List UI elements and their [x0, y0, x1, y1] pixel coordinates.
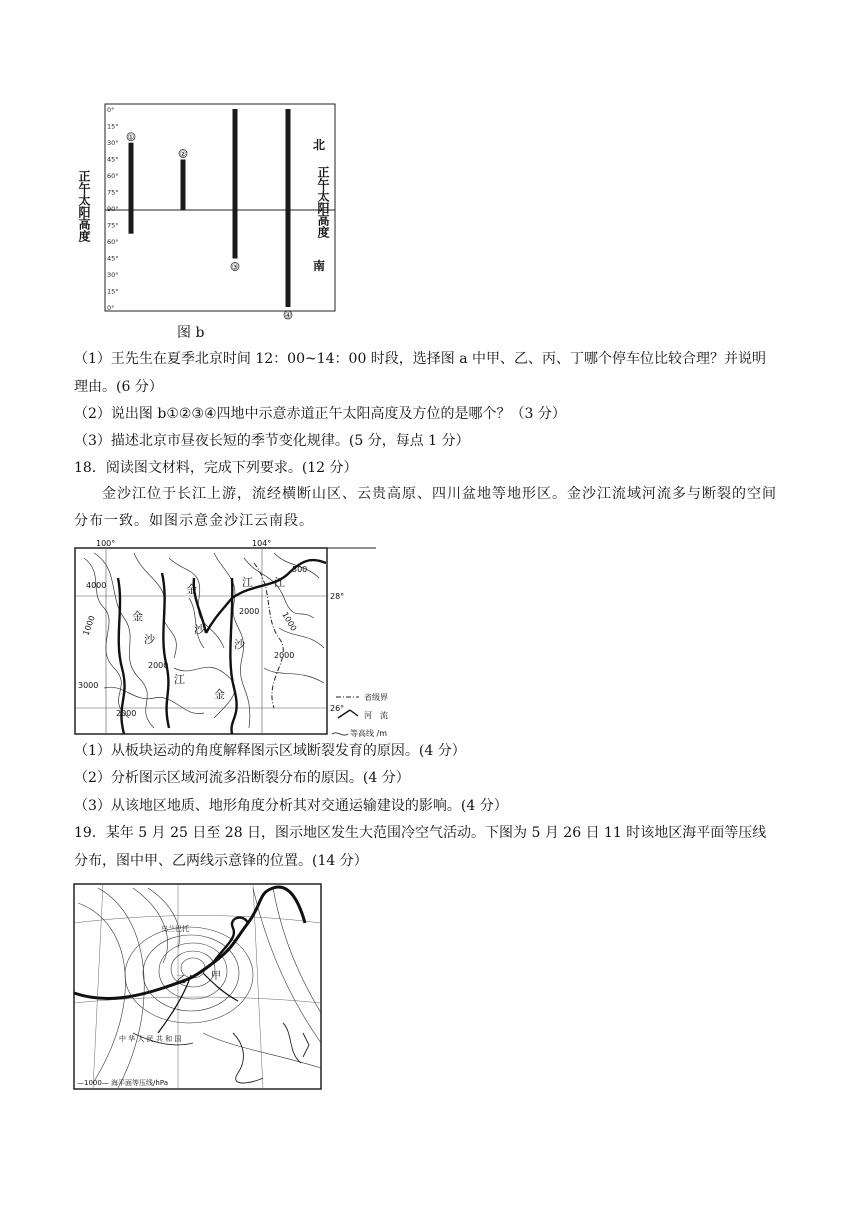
- contour-label: 500: [292, 565, 308, 574]
- q18-part3: （3）从该地区地质、地形角度分析其对交通运输建设的影响。(4 分）: [74, 798, 508, 814]
- bar-label: ②: [179, 149, 187, 159]
- q19-line1: 19．某年 5 月 25 日至 28 日，图示地区发生大范围冷空气活动。下图为 5 月 26 日 11 时该地区海平面等压线: [74, 825, 767, 841]
- contour-label: 3000: [78, 681, 99, 690]
- y-tick-label: 0°: [107, 106, 115, 114]
- legend-river: 河 流: [364, 711, 388, 720]
- contour-label: 2000: [148, 661, 169, 670]
- q18-material: 金沙江位于长江上游，流经横断山区、云贵高原、四川盆地等地形区。金沙江流域河流多与断裂的空间分布一致。如图示意金沙江云南段。: [74, 486, 777, 529]
- y-tick-label: 45°: [107, 254, 119, 263]
- q19-line2: 分布，图中甲、乙两线示意锋的位置。(14 分）: [74, 853, 368, 869]
- q17-part3: （3）描述北京市昼夜长短的季节变化规律。(5 分，每点 1 分）: [74, 433, 470, 449]
- contour-label: 1000: [280, 610, 299, 633]
- left-axis-label: 正午太阳高度: [77, 170, 91, 242]
- y-tick-label: 45°: [107, 155, 119, 164]
- legend-boundary: 省级界: [364, 693, 388, 702]
- q18-part1: （1）从板块运动的角度解释图示区域断裂发育的原因。(4 分）: [74, 743, 466, 759]
- bar-4: [286, 109, 291, 307]
- isobar-legend: —1000— 海平面等压线/hPa: [77, 1079, 169, 1087]
- river-char: 沙: [144, 633, 155, 646]
- q17-part1-line1: （1）王先生在夏季北京时间 12：00~14：00 时段，选择图 a 中甲、乙、丙、丁哪个停车位比较合理？并说明: [74, 351, 767, 367]
- y-tick-label: 75°: [107, 188, 119, 197]
- q18-part2: （2）分析图示区域河流多沿断裂分布的原因。(4 分）: [74, 770, 410, 786]
- contour-label: 1000: [81, 614, 97, 637]
- river-char: 江: [242, 576, 253, 589]
- river-char: 金: [132, 610, 143, 623]
- bars: [127, 109, 292, 320]
- bar-1: [129, 143, 134, 234]
- contour-label: 2000: [274, 651, 295, 660]
- y-tick-label: 75°: [107, 221, 119, 230]
- bar-label: ④: [284, 311, 292, 320]
- bar-label: ①: [127, 132, 135, 142]
- lat-label-28: 28°: [330, 592, 345, 601]
- river-char: 江: [274, 576, 285, 589]
- bar-label: ③: [231, 262, 239, 272]
- river-char: 沙: [234, 638, 245, 651]
- legend-contour: 等高线 /m: [350, 729, 388, 738]
- y-tick-label: 30°: [107, 139, 119, 147]
- q17-part1-line2: 理由。(6 分）: [74, 379, 163, 395]
- y-tick-label: 15°: [107, 122, 119, 131]
- y-tick-label: 90°: [107, 205, 119, 213]
- contour-label: 2000: [239, 607, 260, 616]
- label-ulaanbaatar: 乌兰巴托: [161, 925, 189, 933]
- y-tick-label: 15°: [107, 287, 119, 296]
- right-axis-label: 正午太阳高度: [316, 166, 330, 238]
- y-tick-label: 60°: [107, 238, 119, 246]
- lon-label-100: 100°: [96, 539, 116, 548]
- jinsha-river-map: [74, 538, 424, 738]
- isobar-map: [73, 883, 323, 1091]
- north-label: 北: [313, 138, 326, 152]
- contour-label: 4000: [86, 581, 107, 590]
- figure-b-caption: 图 b: [177, 325, 205, 341]
- y-axis-ticks: [107, 106, 119, 312]
- bar-3: [233, 109, 238, 259]
- lon-label-104: 104°: [252, 539, 272, 548]
- label-prc: 中 华 人 民 共 和 国: [119, 1035, 182, 1043]
- river-char: 江: [174, 673, 185, 686]
- label-yi: 乙: [176, 975, 186, 986]
- lat-label-26: 26°: [330, 704, 345, 713]
- q18-title: 18．阅读图文材料，完成下列要求。(12 分）: [74, 460, 358, 476]
- y-tick-label: 60°: [107, 172, 119, 180]
- bar-2: [181, 160, 186, 211]
- contour-label: 2000: [116, 709, 137, 718]
- river-char: 金: [214, 688, 225, 701]
- figure-b-chart: [104, 103, 340, 320]
- y-tick-label: 30°: [107, 271, 119, 279]
- y-tick-label: 0°: [107, 304, 115, 312]
- south-label: 南: [313, 259, 326, 273]
- label-jia: 甲: [211, 971, 221, 982]
- q17-part2: （2）说出图 b①②③④四地中示意赤道正午太阳高度及方位的是哪个？（3 分）: [74, 406, 566, 422]
- river-char: 沙: [194, 623, 205, 636]
- river-char: 金: [186, 583, 197, 596]
- map-legend: [332, 692, 388, 738]
